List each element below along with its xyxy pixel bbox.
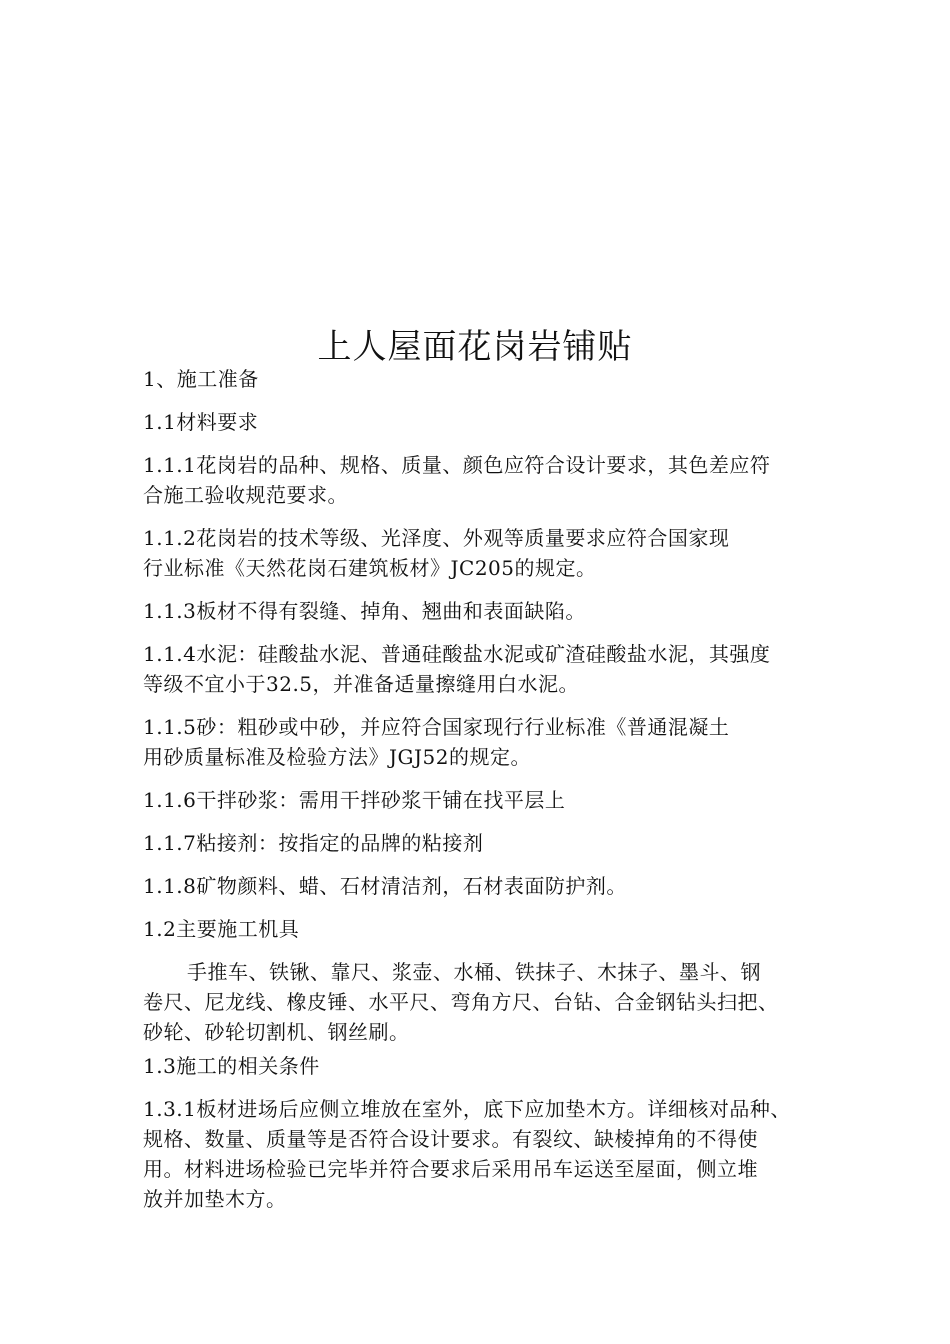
paragraph: 1.1.7粘接剂：按指定的品牌的粘接剂 bbox=[143, 831, 484, 855]
paragraph: 1.3.1板材进场后应侧立堆放在室外，底下应加垫木方。详细核对品种、 规格、数量、质量等是否符合设计要求。有裂纹、缺棱掉角的不得使 用。材料进场检验已完毕并符合要求后采用吊车运送至屋面，侧立堆 放并加垫木方。 bbox=[143, 1097, 791, 1211]
paragraph: 1.1.8矿物颜料、蜡、石材清洁剂，石材表面防护剂。 bbox=[143, 874, 627, 898]
document-title: 上人屋面花岗岩铺贴 bbox=[317, 327, 633, 367]
section-heading: 1、施工准备 bbox=[143, 367, 259, 391]
paragraph: 1.1.4水泥：硅酸盐水泥、普通硅酸盐水泥或矿渣硅酸盐水泥，其强度 等级不宜小于32.5，并准备适量擦缝用白水泥。 bbox=[143, 642, 771, 696]
paragraph: 1.1.5砂：粗砂或中砂，并应符合国家现行行业标准《普通混凝土 用砂质量标准及检验方法》JGJ52的规定。 bbox=[143, 715, 730, 769]
paragraph: 1.1.6干拌砂浆：需用干拌砂浆干铺在找平层上 bbox=[143, 788, 566, 812]
document-body bbox=[143, 364, 843, 1227]
subsection-heading: 1.2主要施工机具 bbox=[143, 917, 300, 941]
subsection-heading: 1.3施工的相关条件 bbox=[143, 1054, 320, 1078]
paragraph: 1.1.1花岗岩的品种、规格、质量、颜色应符合设计要求，其色差应符 合施工验收规范要求。 bbox=[143, 453, 771, 507]
paragraph: 手推车、铁锹、靠尺、浆壶、水桶、铁抹子、木抹子、墨斗、钢 卷尺、尼龙线、橡皮锤、水平尺、弯角方尺、台钻、合金钢钻头扫把、 砂轮、砂轮切割机、钢丝刷。 bbox=[143, 960, 779, 1044]
subsection-heading: 1.1材料要求 bbox=[143, 410, 259, 434]
paragraph: 1.1.3板材不得有裂缝、掉角、翘曲和表面缺陷。 bbox=[143, 599, 586, 623]
paragraph: 1.1.2花岗岩的技术等级、光泽度、外观等质量要求应符合国家现 行业标准《天然花岗石建筑板材》JC205的规定。 bbox=[143, 526, 730, 580]
